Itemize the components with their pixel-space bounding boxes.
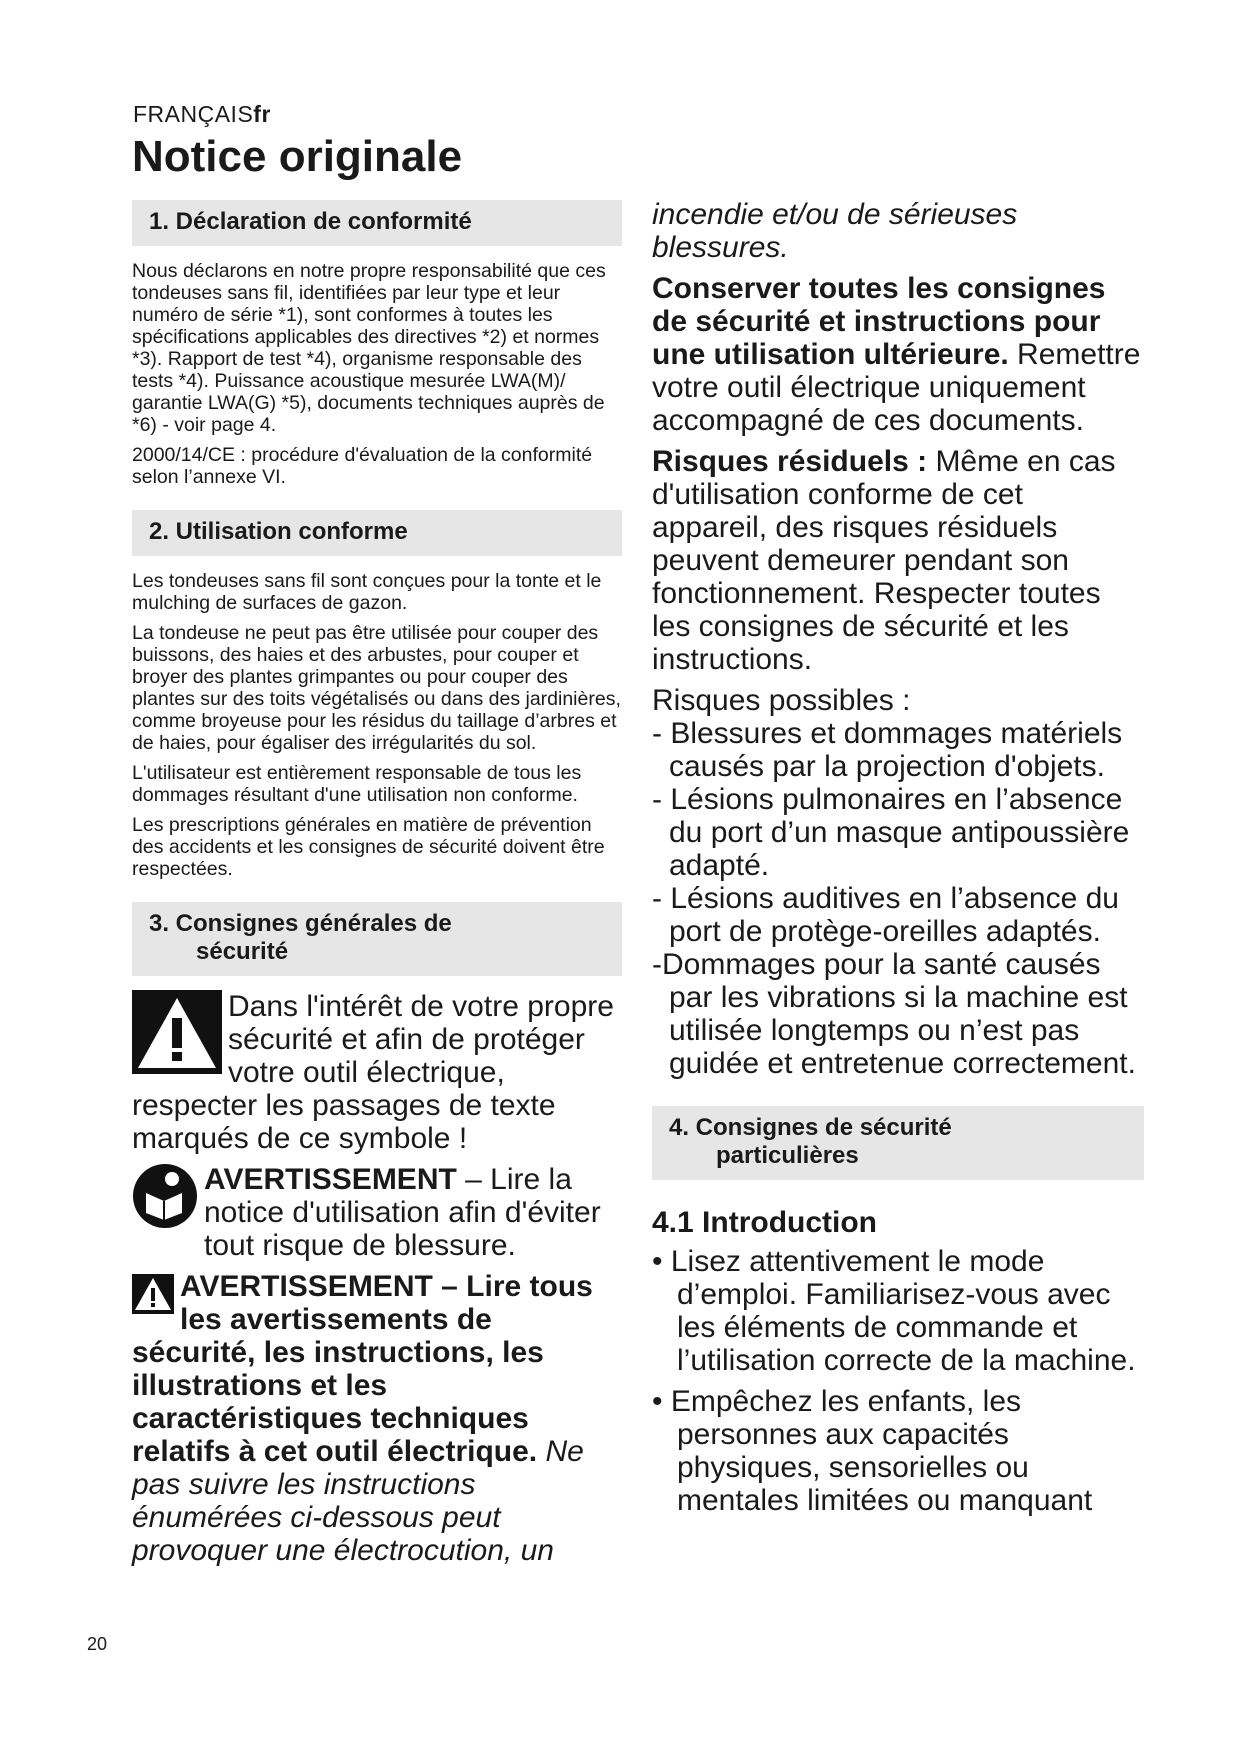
right-column	[652, 198, 1144, 1525]
section-2-paragraph-4: Les prescriptions générales en matière de prévention des accidents et les consignes de sécurité doivent être respectées.	[132, 814, 605, 880]
keep-instructions-text: Remettre votre outil électrique uniquement accompagné de ces documents.	[652, 338, 1141, 437]
section-3-heading-num: 3. Consignes générales de	[149, 910, 452, 937]
section-2-paragraph-3: L'utilisateur est entièrement responsable de tous les dommages résultant d'une utilisation non conforme.	[132, 762, 582, 806]
warning-symbol-block	[132, 990, 622, 1155]
warning-2-italic: Ne pas suivre les instructions énumérées ci-dessous peut provoquer une électrocution, un	[132, 1435, 584, 1567]
page-number: 20	[87, 1634, 108, 1654]
language-header	[133, 101, 271, 128]
risk-item: - Blessures et dommages matériels causés par la projection d'objets.	[652, 717, 1123, 783]
risk-item: -Dommages pour la santé causés par les vibrations si la machine est utilisée longtemps ou n’est pas guidée et entretenue correctement.	[652, 948, 1136, 1080]
introduction-item: • Empêchez les enfants, les personnes aux capacités physiques, sensorielles ou mentales limitées ou manquant	[652, 1385, 1093, 1517]
page-title: Notice originale	[132, 132, 463, 181]
risks-list	[652, 717, 1144, 1080]
residual-risks-text: Même en cas d'utilisation conforme de cet appareil, des risques résiduels peuvent demeurer pendant son fonctionnement. Respecter toutes les consignes de sécurité et les instructions.	[652, 445, 1116, 676]
continued-italic-text: incendie et/ou de sérieuses blessures.	[652, 198, 1018, 264]
section-2-body	[132, 570, 622, 880]
section-2-paragraph-2: La tondeuse ne peut pas être utilisée pour couper des buissons, des haies et des arbustes, pour couper et broyer des plantes grimpantes ou pour couper des plantes sur des toits végétalisés ou dans des jardinières, comme broyeuse pour les résidus du taillage d’arbres et de haies, pour égaliser des irrégularités du sol.	[132, 622, 621, 754]
section-3-heading-sub: sécurité	[196, 938, 289, 965]
risk-item: - Lésions auditives en l’absence du port de protège-oreilles adaptés.	[652, 882, 1119, 948]
section-4-heading-sub: particulières	[716, 1142, 859, 1169]
read-manual-icon	[132, 1163, 198, 1236]
possible-risks-label: Risques possibles :	[652, 684, 911, 717]
section-3-body	[132, 990, 622, 1567]
section-1-paragraph-2: 2000/14/CE : procédure d'évaluation de la conformité selon l’annexe VI.	[132, 444, 593, 488]
residual-risks-label: Risques résiduels :	[652, 445, 928, 478]
language-label: FRANÇAIS	[133, 101, 254, 127]
section-4-heading	[652, 1106, 1144, 1180]
keep-instructions-bold: Conserver toutes les consignes de sécurité et instructions pour une utilisation ultérieure.	[652, 272, 1106, 371]
introduction-list	[652, 1245, 1144, 1517]
small-warning-triangle-icon	[132, 1274, 174, 1321]
section-1-body	[132, 260, 622, 488]
warning-2-bold: AVERTISSEMENT – Lire tous les avertissements de sécurité, les instructions, les illustrations et les caractéristiques techniques relatifs à cet outil électrique.	[132, 1270, 593, 1468]
language-code: fr	[253, 101, 271, 127]
section-2-paragraph-1: Les tondeuses sans fil sont conçues pour la tonte et le mulching de surfaces de gazon.	[132, 570, 602, 614]
section-3-heading	[132, 902, 622, 976]
introduction-item: • Lisez attentivement le mode d’emploi. Familiarisez-vous avec les éléments de commande et l’utilisation correcte de la machine.	[652, 1245, 1136, 1377]
section-2-heading: 2. Utilisation conforme	[132, 510, 622, 556]
left-column	[132, 200, 622, 1575]
warning-triangle-icon	[132, 990, 222, 1081]
warning-1-label: AVERTISSEMENT	[204, 1163, 457, 1196]
general-warning-block	[132, 1270, 622, 1567]
introduction-heading: 4.1 Introduction	[652, 1206, 877, 1239]
risk-item: - Lésions pulmonaires en l’absence du port d’un masque antipoussière adapté.	[652, 783, 1130, 882]
section-1-heading: 1. Déclaration de conformité	[132, 200, 622, 246]
warning-symbol-text: Dans l'intérêt de votre propre sécurité et afin de protéger votre outil électrique, respecter les passages de texte marqués de ce symbole !	[132, 990, 614, 1155]
read-manual-block	[132, 1163, 622, 1262]
section-4-heading-num: 4. Consignes de sécurité	[669, 1114, 952, 1141]
section-1-paragraph-1: Nous déclarons en notre propre responsabilité que ces tondeuses sans fil, identifiées par leur type et leur numéro de série *1), sont conformes à toutes les spécifications applicables des directives *2) et normes *3). Rapport de test *4), organisme responsable des tests *4). Puissance acoustique mesurée LWA(M)/ garantie LWA(G) *5), documents techniques auprès de *6) - voir page 4.	[132, 260, 606, 436]
warning-1-text: – Lire la notice d'utilisation afin d'éviter tout risque de blessure.	[204, 1163, 601, 1262]
